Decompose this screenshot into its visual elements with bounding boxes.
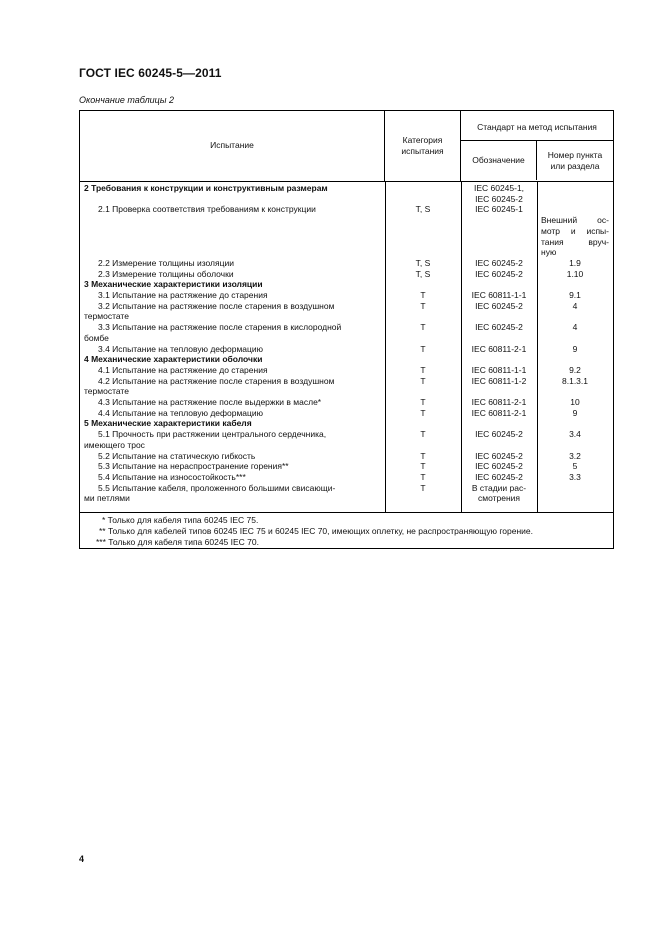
designation-cell: IEC 60245-2 <box>475 461 523 472</box>
test-cell: 2.1 Проверка соответствия требованиям к конструкции <box>98 204 316 215</box>
clause-cell: 9 <box>572 407 578 418</box>
test-cell: термостате <box>84 386 129 397</box>
test-cell: 2.2 Измерение толщины изоляции <box>98 257 234 268</box>
category-cell: T <box>420 290 426 300</box>
test-cell: 5.4 Испытание на износостойкость*** <box>98 471 246 482</box>
test-cell: 5 Механические характеристики кабеля <box>84 418 252 429</box>
table-row <box>80 290 613 301</box>
test-table <box>79 110 614 549</box>
clause-cell: тания вруч- <box>541 236 609 247</box>
clause-cell: 4 <box>572 322 578 333</box>
designation-cell: IEC 60245-2 <box>475 429 523 440</box>
table-row <box>80 237 613 248</box>
category-cell: T <box>420 407 426 418</box>
clause-cell: ную <box>541 247 557 258</box>
test-cell: 4.2 Испытание на растяжение после старения в воздушном <box>98 375 335 386</box>
test-cell: 3 Механические характеристики изоляции <box>84 279 263 290</box>
table-row <box>80 183 613 194</box>
footnote: * Только для кабеля типа 60245 IEC 75. <box>102 515 259 525</box>
designation-cell: IEC 60245-2 <box>475 193 523 204</box>
table-row <box>80 247 613 258</box>
footnote: *** Только для кабеля типа 60245 IEC 70. <box>96 537 259 547</box>
designation-cell: IEC 60245-2 <box>475 471 523 482</box>
test-cell: имеющего трос <box>84 439 145 450</box>
designation-cell: IEC 60811-1-2 <box>471 375 527 386</box>
designation-cell: IEC 60811-2-1 <box>471 397 527 407</box>
clause-cell: 1.9 <box>569 257 581 268</box>
table-row <box>80 493 613 504</box>
table-row <box>80 429 613 440</box>
clause-cell: 8.1.3.1 <box>562 375 588 386</box>
clause-label-line1: Номер пункта <box>547 150 603 160</box>
table-row <box>80 194 613 205</box>
table-header <box>80 111 613 182</box>
table-row <box>80 258 613 269</box>
test-cell: 5.3 Испытание на нераспространение горения** <box>98 461 289 472</box>
document-header: ГОСТ IEC 60245-5—2011 <box>79 66 222 80</box>
designation-cell: В стадии рас- <box>471 482 527 493</box>
test-cell: 5.2 Испытание на статическую гибкость <box>98 450 256 461</box>
table-row <box>80 451 613 462</box>
clause-cell: 4 <box>572 300 578 311</box>
designation-cell: IEC 60811-1-1 <box>471 364 527 375</box>
table-row <box>80 215 613 226</box>
table-row <box>80 279 613 290</box>
table-row <box>80 344 613 355</box>
table-body <box>80 182 613 513</box>
table-row <box>80 461 613 472</box>
test-cell: 5.5 Испытание кабеля, проложенного большими свисающи- <box>98 482 336 493</box>
standard-label: Стандарт на метод испытания <box>477 122 597 132</box>
column-clause <box>537 141 613 180</box>
clause-cell: 1.10 <box>566 268 584 279</box>
designation-cell: IEC 60245-2 <box>475 300 523 311</box>
test-cell: 4.3 Испытание на растяжение после выдержки в масле* <box>98 397 322 407</box>
test-cell: 2.3 Измерение толщины оболочки <box>98 268 234 279</box>
clause-cell: 3.3 <box>569 471 581 482</box>
clause-label-line2: или раздела <box>550 161 600 171</box>
category-cell: T, S <box>415 268 431 279</box>
table-row <box>80 418 613 429</box>
test-cell: 3.1 Испытание на растяжение до старения <box>98 290 268 300</box>
designation-cell: IEC 60245-2 <box>475 257 523 268</box>
table-row <box>80 440 613 451</box>
test-cell: термостате <box>84 311 129 322</box>
designation-cell: IEC 60245-1 <box>475 204 523 215</box>
category-cell: T <box>420 461 426 472</box>
test-cell: бомбе <box>84 332 109 343</box>
test-cell: 4 Механические характеристики оболочки <box>84 354 263 365</box>
footnote: ** Только для кабелей типов 60245 IEC 75 и 60245 IEC 70, имеющих оплетку, не распространяющую горение. <box>99 526 534 536</box>
category-cell: T <box>420 397 426 407</box>
designation-cell: IEC 60811-1-1 <box>471 290 527 300</box>
table-footnotes <box>80 513 613 548</box>
category-cell: T <box>420 364 426 375</box>
test-cell: ми петлями <box>84 493 130 504</box>
table-row <box>80 397 613 408</box>
category-label-line1: Категория <box>402 135 443 145</box>
category-cell: T <box>420 429 426 440</box>
category-cell: T <box>420 471 426 482</box>
table-row <box>80 376 613 387</box>
clause-cell: 9.2 <box>569 364 581 375</box>
table-row <box>80 269 613 280</box>
test-cell: 5.1 Прочность при растяжении центрального сердечника, <box>98 429 327 440</box>
test-cell: 4.1 Испытание на растяжение до старения <box>98 364 268 375</box>
category-cell: T <box>420 375 426 386</box>
table-row <box>80 311 613 322</box>
clause-cell: 9.1 <box>569 290 581 300</box>
designation-cell: IEC 60811-2-1 <box>471 343 527 354</box>
designation-cell: смотрения <box>477 493 521 504</box>
designation-cell: IEC 60245-2 <box>475 268 523 279</box>
designation-cell: IEC 60811-2-1 <box>471 407 527 418</box>
table-row <box>80 386 613 397</box>
category-cell: T <box>420 482 426 493</box>
designation-cell: IEC 60245-2 <box>475 322 523 333</box>
category-cell: T, S <box>415 204 431 215</box>
designation-cell: IEC 60245-2 <box>475 450 523 461</box>
table-row <box>80 204 613 215</box>
column-test-label: Испытание <box>210 140 254 150</box>
table-row <box>80 301 613 312</box>
category-cell: T, S <box>415 257 431 268</box>
test-cell: 3.2 Испытание на растяжение после старения в воздушном <box>98 300 335 311</box>
category-cell: T <box>420 343 426 354</box>
clause-cell: мотр и испы- <box>541 225 609 236</box>
category-cell: T <box>420 322 426 333</box>
category-cell: T <box>420 300 426 311</box>
category-cell: T <box>420 450 426 461</box>
clause-cell: 5 <box>572 461 578 472</box>
clause-label <box>537 150 613 172</box>
designation-cell: IEC 60245-1, <box>473 183 525 193</box>
column-category <box>385 111 461 181</box>
table-row <box>80 472 613 483</box>
standard-header <box>461 111 613 141</box>
table-row <box>80 365 613 376</box>
clause-cell: Внешний ос- <box>541 215 609 226</box>
table-row <box>80 322 613 333</box>
clause-cell: 9 <box>572 343 578 354</box>
table-row <box>80 408 613 419</box>
category-label-line2: испытания <box>401 146 444 156</box>
column-designation <box>461 141 537 180</box>
table-row <box>80 483 613 494</box>
test-cell: 4.4 Испытание на тепловую деформацию <box>98 407 264 418</box>
test-cell: 3.4 Испытание на тепловую деформацию <box>98 343 264 354</box>
page-number: 4 <box>79 854 85 864</box>
table-row <box>80 226 613 237</box>
test-cell: 3.3 Испытание на растяжение после старения в кислородной <box>98 322 342 333</box>
table-row <box>80 354 613 365</box>
column-standard <box>461 111 613 181</box>
test-cell: 2 Требования к конструкции и конструктивным размерам <box>84 183 328 193</box>
clause-cell: 3.4 <box>569 429 581 440</box>
table-caption: Окончание таблицы 2 <box>79 95 174 105</box>
designation-label: Обозначение <box>472 155 525 165</box>
clause-cell: 10 <box>570 397 580 407</box>
table-row <box>80 333 613 344</box>
column-category-label <box>385 135 460 157</box>
column-test <box>80 111 385 181</box>
clause-cell: 3.2 <box>569 450 581 461</box>
